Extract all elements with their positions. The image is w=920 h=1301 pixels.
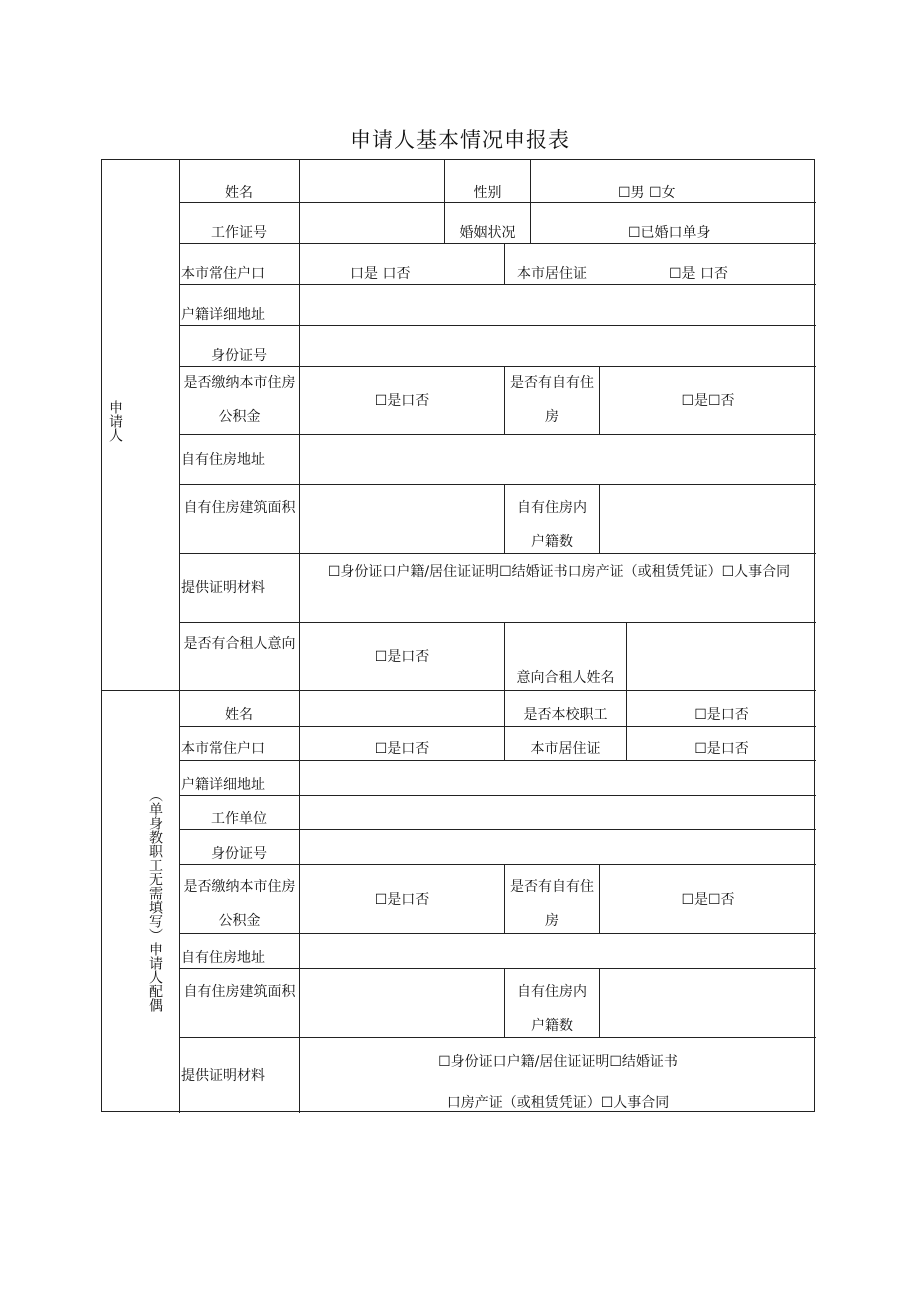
materials-options[interactable]: ☐身份证口户籍/居住证证明☐结婚证书口房产证（或租赁凭证）☐人事合同 — [327, 564, 791, 580]
house-area-label: 自有住房建筑面积 — [183, 500, 296, 516]
house-address-input[interactable] — [300, 435, 816, 484]
address-label: 户籍详细地址 — [181, 307, 265, 323]
spouse-fund-label: 是否缴纳本市住房公积金 — [183, 879, 296, 929]
spouse-own-house-options[interactable]: ☐是☐否 — [681, 892, 735, 908]
fund-label: 是否缴纳本市住房公积金 — [183, 375, 296, 425]
spouse-house-address-input[interactable] — [300, 934, 816, 968]
spouse-idcard-input[interactable] — [300, 830, 816, 864]
spouse-employer-label: 工作单位 — [211, 811, 267, 827]
materials-label: 提供证明材料 — [181, 580, 265, 596]
hukou-label: 本市常住户口 — [181, 266, 265, 282]
application-form — [101, 159, 815, 1112]
spouse-fund-options[interactable]: ☐是口否 — [374, 892, 430, 908]
name-input[interactable] — [300, 160, 444, 202]
section-label-applicant: 申请人 — [107, 400, 123, 442]
spouse-residence-label: 本市居住证 — [530, 741, 601, 757]
spouse-staff-options[interactable]: ☐是口否 — [694, 707, 749, 723]
spouse-house-area-label: 自有住房建筑面积 — [183, 984, 296, 1000]
marital-options[interactable]: ☐已婚口单身 — [628, 225, 711, 241]
name-label: 姓名 — [225, 185, 253, 201]
cotenant-options[interactable]: ☐是口否 — [374, 649, 430, 665]
house-address-label: 自有住房地址 — [181, 452, 265, 468]
own-house-options[interactable]: ☐是☐否 — [681, 393, 735, 409]
cotenant-name-label: 意向合租人姓名 — [516, 670, 615, 686]
spouse-idcard-label: 身份证号 — [211, 846, 267, 862]
work-id-input[interactable] — [300, 203, 444, 243]
section-label-spouse: （单身教职工无需填写）申请人配偶 — [147, 788, 163, 1012]
cotenant-name-input[interactable] — [627, 623, 816, 690]
spouse-hukou-options[interactable]: ☐是口否 — [374, 741, 430, 757]
spouse-hukou-label: 本市常住户口 — [181, 741, 265, 757]
marital-label: 婚姻状况 — [459, 225, 516, 241]
spouse-house-address-label: 自有住房地址 — [181, 950, 265, 966]
spouse-own-house-label: 是否有自有住房 — [510, 879, 594, 929]
spouse-house-hukou-label: 自有住房内户籍数 — [517, 984, 587, 1034]
house-area-input[interactable] — [300, 485, 504, 553]
spouse-address-label: 户籍详细地址 — [181, 777, 265, 793]
spouse-house-area-input[interactable] — [300, 969, 504, 1037]
page-title: 申请人基本情况申报表 — [350, 128, 570, 152]
work-id-label: 工作证号 — [211, 225, 267, 241]
idcard-label: 身份证号 — [211, 348, 267, 364]
spouse-materials-line1[interactable]: ☐身份证口户籍/居住证证明☐结婚证书 — [438, 1054, 678, 1070]
spouse-address-input[interactable] — [300, 761, 816, 795]
column-divider — [179, 160, 180, 1113]
gender-label: 性别 — [473, 185, 502, 201]
own-house-label: 是否有自有住房 — [510, 375, 594, 425]
gender-options[interactable]: ☐男 ☐女 — [618, 185, 676, 201]
house-hukou-label: 自有住房内户籍数 — [517, 500, 587, 550]
idcard-input[interactable] — [300, 326, 816, 366]
residence-label: 本市居住证 — [517, 266, 587, 282]
spouse-employer-input[interactable] — [300, 796, 816, 829]
spouse-residence-options[interactable]: ☐是口否 — [694, 741, 749, 757]
address-input[interactable] — [300, 285, 816, 325]
spouse-materials-line2[interactable]: 口房产证（或租赁凭证）☐人事合同 — [446, 1095, 670, 1111]
house-hukou-input[interactable] — [600, 485, 816, 553]
fund-options[interactable]: ☐是口否 — [374, 393, 430, 409]
hukou-options[interactable]: 口是 口否 — [350, 266, 411, 282]
spouse-materials-label: 提供证明材料 — [181, 1068, 265, 1084]
residence-options[interactable]: ☐是 口否 — [669, 266, 729, 282]
spouse-name-label: 姓名 — [225, 707, 253, 723]
spouse-staff-label: 是否本校职工 — [523, 707, 608, 723]
spouse-house-hukou-input[interactable] — [600, 969, 816, 1037]
spouse-name-input[interactable] — [300, 691, 504, 726]
cotenant-label: 是否有合租人意向 — [183, 636, 296, 652]
